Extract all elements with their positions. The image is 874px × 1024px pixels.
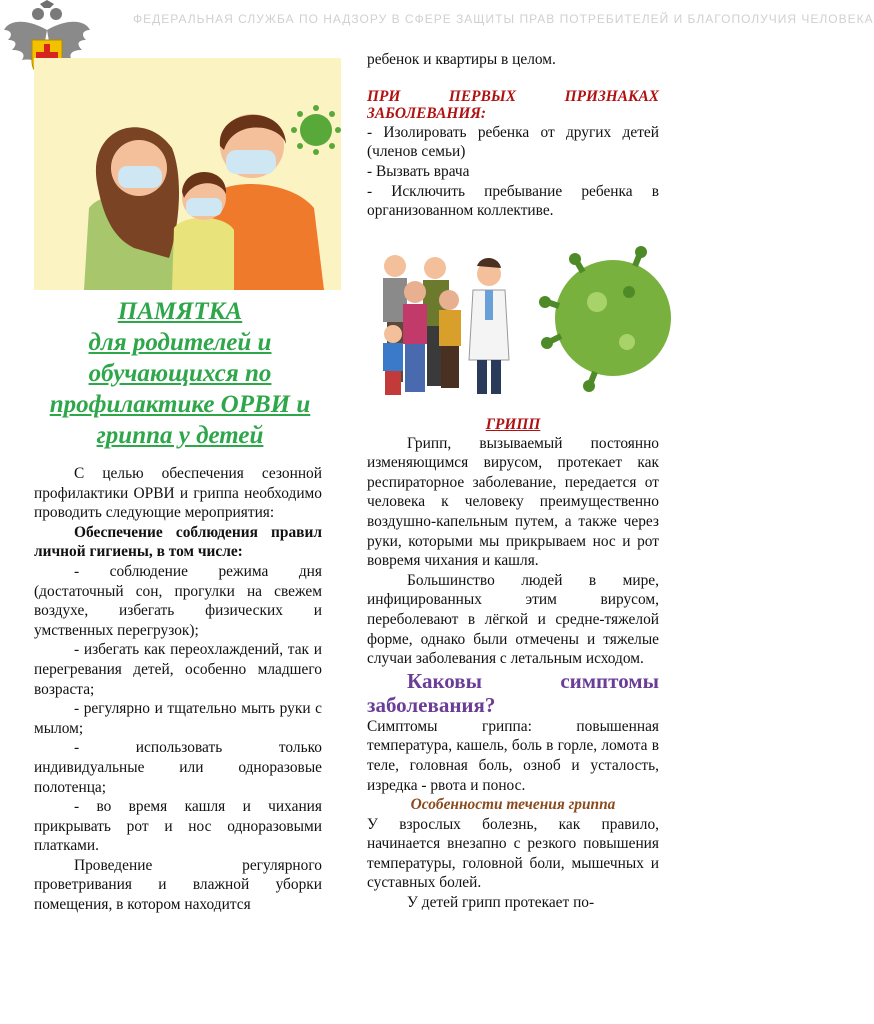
- ventilation-paragraph: Проведение регулярного проветривания и влажной уборки помещения, в котором находится: [34, 856, 322, 914]
- title-line-5: гриппа у детей: [96, 422, 264, 449]
- hygiene-item-3: - регулярно и тщательно мыть руки с мылом;: [34, 700, 322, 737]
- hygiene-item-2: - избегать как переохлаждений, так и перегревания детей, особенно младшего возраста;: [34, 641, 322, 698]
- title-line-1: ПАМЯТКА: [117, 298, 243, 325]
- family-in-masks-illustration: [34, 58, 341, 290]
- title-line-3: обучающихся по: [88, 360, 272, 387]
- right-column-top: [367, 50, 659, 221]
- flu-paragraph-1: Грипп, вызываемый постоянно изменяющимся вирусом, протекает как респираторное заболевание, передается от человека к человеку преимущественно воздушно-капельным путем, а также через руки, которыми мы прикрываем нос и рот вовремя чихания и кашля.: [367, 434, 659, 570]
- header-watermark: ФЕДЕРАЛЬНАЯ СЛУЖБА ПО НАДЗОРУ В СФЕРЕ ЗАЩИТЫ ПРАВ ПОТРЕБИТЕЛЕЙ И БЛАГОПОЛУЧИЯ ЧЕЛОВЕКА: [133, 12, 874, 26]
- hygiene-item-5: - во время кашля и чихания прикрывать рот и нос одноразовыми платками.: [34, 798, 322, 855]
- title-line-2: для родителей и: [88, 329, 272, 356]
- hygiene-heading: Обеспечение соблюдения правил личной гигиены, в том числе:: [34, 523, 322, 561]
- sign-item-2: - Вызвать врача: [367, 162, 470, 180]
- first-signs-heading: ПРИ ПЕРВЫХ ПРИЗНАКАХ ЗАБОЛЕВАНИЯ:: [367, 87, 659, 123]
- left-column: [34, 464, 322, 915]
- flu-paragraph-2: Большинство людей в мире, инфицированных этим вирусом, переболевают в лёгкой и средне-тяжелой форме, однако были отмечены и тяжелые случаи заболевания с летальным исходом.: [367, 571, 659, 668]
- doctor-children-virus-illustration: [377, 242, 661, 404]
- title-line-4: профилактике ОРВИ и: [49, 391, 311, 418]
- flu-course-paragraph-2: У детей грипп протекает по-: [407, 894, 595, 912]
- symptoms-heading: Каковы симптомы заболевания?: [367, 668, 659, 717]
- flu-course-paragraph-1: У взрослых болезнь, как правило, начинается внезапно с резкого повышения температуры, головной боли, мышечных и суставных болей.: [367, 815, 659, 892]
- sign-item-1: - Изолировать ребенка от других детей (членов семьи): [367, 123, 659, 161]
- flu-heading: ГРИПП: [485, 416, 541, 433]
- continuation-text: ребенок и квартиры в целом.: [367, 51, 556, 68]
- memo-title: [30, 296, 330, 451]
- flu-course-heading: Особенности течения гриппа: [410, 796, 616, 814]
- hygiene-item-4: - использовать только индивидуальные или одноразовые полотенца;: [34, 739, 322, 796]
- hygiene-item-1: - соблюдение режима дня (достаточный сон, прогулки на свежем воздухе, избегать физических и умственных перегрузок);: [34, 562, 322, 639]
- intro-paragraph: С целью обеспечения сезонной профилактики ОРВИ и гриппа необходимо проводить следующие мероприятия:: [34, 465, 322, 522]
- symptoms-paragraph: Симптомы гриппа: повышенная температура, кашель, боль в горле, ломота в теле, головная боль, озноб и усталость, изредка - рвота и понос.: [367, 717, 659, 794]
- sign-item-3: - Исключить пребывание ребенка в организованном коллективе.: [367, 182, 659, 220]
- right-column-bottom: [367, 416, 659, 913]
